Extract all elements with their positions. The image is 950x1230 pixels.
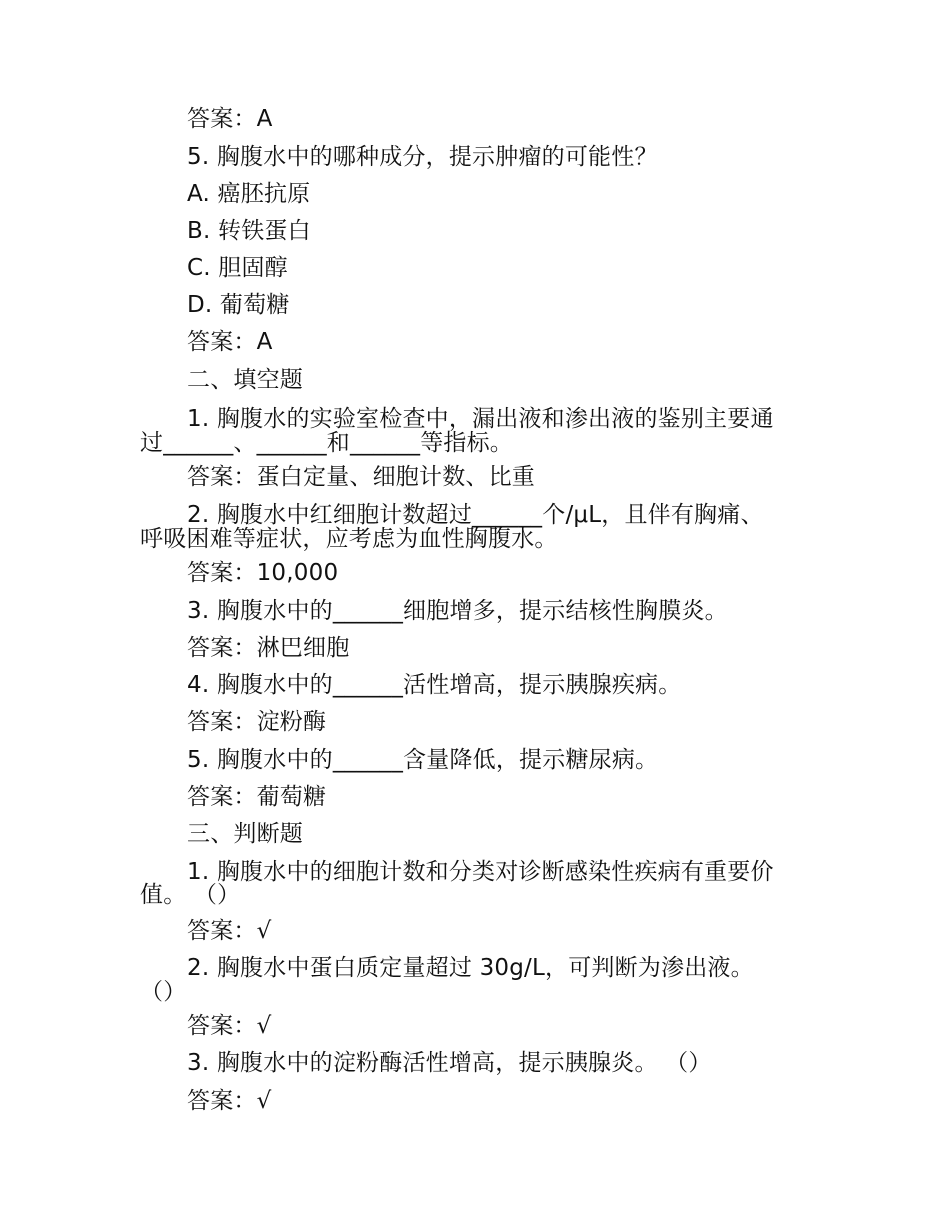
option-a: A. 癌胚抗原 xyxy=(187,181,311,207)
tf-question-2-cont: （） xyxy=(140,979,187,1005)
fill-question-2: 2. 胸腹水中红细胞计数超过______个/μL，且伴有胸痛、 xyxy=(187,502,764,528)
section-heading-fill-blank: 二、填空题 xyxy=(187,367,303,393)
tf-question-3: 3. 胸腹水中的淀粉酶活性增高，提示胰腺炎。 （） xyxy=(187,1050,712,1076)
answer-line: 答案：√ xyxy=(187,1088,272,1114)
answer-line: 答案：葡萄糖 xyxy=(187,784,327,810)
fill-question-1-cont: 过______、______和______等指标。 xyxy=(140,430,513,456)
option-c: C. 胆固醇 xyxy=(187,255,288,281)
answer-line: 答案：A xyxy=(187,106,273,132)
option-b: B. 转铁蛋白 xyxy=(187,218,311,244)
option-d: D. 葡萄糖 xyxy=(187,292,290,318)
fill-question-3: 3. 胸腹水中的______细胞增多，提示结核性胸膜炎。 xyxy=(187,598,728,624)
tf-question-1-cont: 值。 （） xyxy=(140,882,241,908)
fill-question-2-cont: 呼吸困难等症状，应考虑为血性胸腹水。 xyxy=(140,526,558,552)
answer-line: 答案：10,000 xyxy=(187,560,339,586)
answer-line: 答案：√ xyxy=(187,1013,272,1039)
fill-question-5: 5. 胸腹水中的______含量降低，提示糖尿病。 xyxy=(187,747,659,773)
tf-question-2: 2. 胸腹水中蛋白质定量超过 30g/L，可判断为渗出液。 xyxy=(187,955,754,981)
answer-line: 答案：淀粉酶 xyxy=(187,709,327,735)
answer-line: 答案：A xyxy=(187,329,273,355)
answer-line: 答案：蛋白定量、细胞计数、比重 xyxy=(187,464,535,490)
tf-question-1: 1. 胸腹水中的细胞计数和分类对诊断感染性疾病有重要价 xyxy=(187,859,774,885)
section-heading-true-false: 三、判断题 xyxy=(187,821,303,847)
answer-line: 答案：√ xyxy=(187,918,272,944)
answer-line: 答案：淋巴细胞 xyxy=(187,635,350,661)
question-5: 5. 胸腹水中的哪种成分，提示肿瘤的可能性？ xyxy=(187,144,658,170)
fill-question-1: 1. 胸腹水的实验室检查中，漏出液和渗出液的鉴别主要通 xyxy=(187,406,774,432)
fill-question-4: 4. 胸腹水中的______活性增高，提示胰腺疾病。 xyxy=(187,672,682,698)
